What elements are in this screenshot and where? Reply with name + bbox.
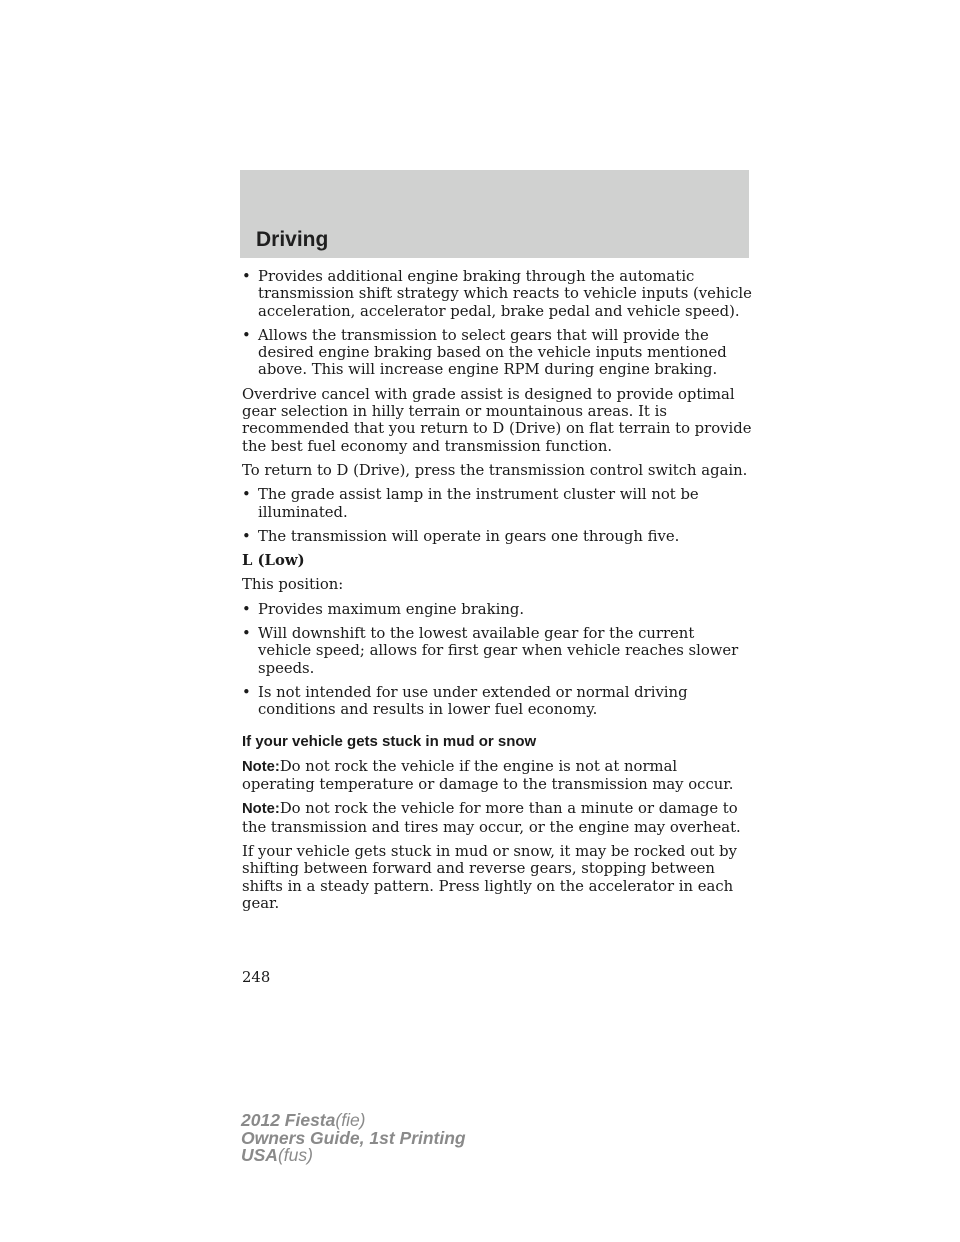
paragraph-overdrive: Overdrive cancel with grade assist is designed to provide optimal gear selection in hilly terrain or mountainous areas. It is recommended that you return to D (Drive) on flat terrain to provide the best fuel economy and transmission function. (242, 385, 752, 455)
section-title: Driving (256, 228, 329, 251)
list-item: • The transmission will operate in gears one through five. (242, 527, 680, 545)
low-heading: L (Low) (242, 552, 305, 570)
note-2-text: Do not rock the vehicle for more than a minute or damage to the transmission and tires may occur, or the engine may overheat. (242, 800, 741, 836)
list-item: • The grade assist lamp in the instrument cluster will not be illuminated. (242, 486, 699, 521)
list-item: • Provides maximum engine braking. (242, 600, 525, 618)
note-2 (242, 800, 752, 836)
page-content (242, 268, 752, 919)
page-number: 248 (242, 969, 271, 986)
note-label: Note: (242, 801, 280, 818)
paragraph-return: To return to D (Drive), press the transmission control switch again. (242, 461, 748, 479)
low-intro: This position: (242, 576, 344, 594)
stuck-heading: If your vehicle gets stuck in mud or snow (242, 732, 537, 750)
note-1 (242, 758, 752, 794)
section-header-band (240, 170, 749, 258)
note-label: Note: (242, 758, 280, 775)
note-1-text: Do not rock the vehicle if the engine is not at normal operating temperature or damage to the transmission may occur. (242, 757, 734, 794)
list-item: • Will downshift to the lowest available gear for the current vehicle speed; allows for first gear when vehicle reaches slower speeds. (242, 625, 739, 677)
list-item: • Provides additional engine braking through the automatic transmission shift strategy which reacts to vehicle inputs (vehicle acceleration, accelerator pedal, brake pedal and vehicle speed). (242, 268, 752, 320)
footer-print-info: 2012 Fiesta(fie) Owners Guide, 1st Printing USA(fus) (241, 1110, 466, 1165)
list-item: • Allows the transmission to select gears that will provide the desired engine braking based on the vehicle inputs mentioned above. This will increase engine RPM during engine braking. (242, 326, 727, 379)
paragraph-stuck: If your vehicle gets stuck in mud or snow, it may be rocked out by shifting between forward and reverse gears, stopping between shifts in a steady pattern. Press lightly on the accelerator in each gear. (242, 843, 738, 912)
list-item: • Is not intended for use under extended or normal driving conditions and results in lower fuel economy. (242, 683, 688, 719)
